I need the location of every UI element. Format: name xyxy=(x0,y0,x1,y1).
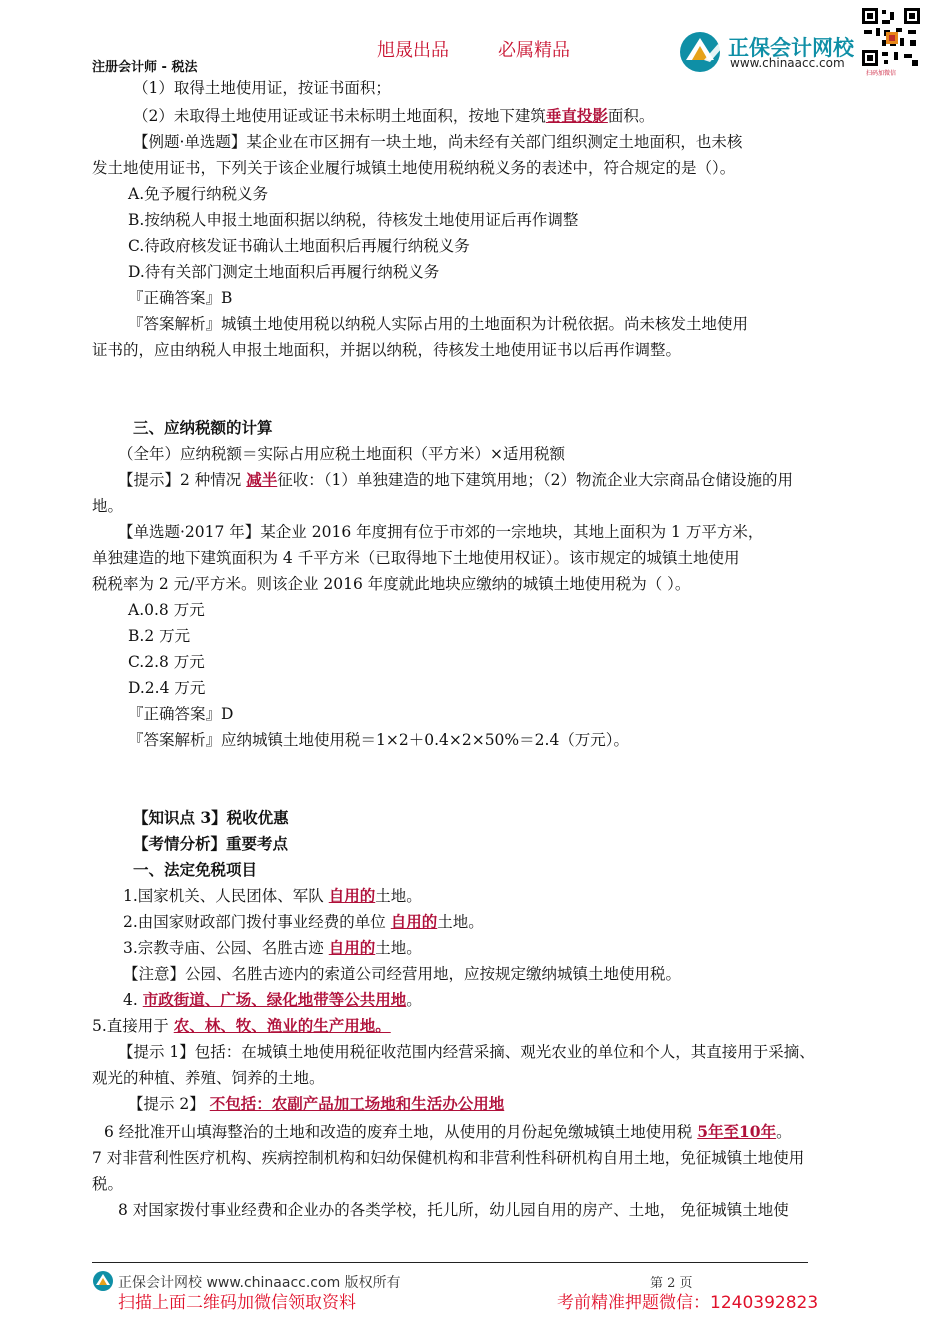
text-line: （2）未取得土地使用证或证书未标明土地面积，按地下建筑垂直投影面积。 xyxy=(133,106,655,125)
text-line: 税。 xyxy=(92,1175,124,1193)
qr-caption: 扫码加微信 xyxy=(866,70,897,77)
logo xyxy=(678,30,726,78)
text-line: 地。 xyxy=(92,497,124,515)
footer-logo xyxy=(92,1270,116,1296)
option-d: D.待有关部门测定土地面积后再履行纳税义务 xyxy=(128,263,440,281)
text-line: 发土地使用证书，下列关于该企业履行城镇土地使用税纳税义务的表述中，符合规定的是（）。 xyxy=(92,159,736,177)
answer-analysis: 『答案解析』城镇土地使用税以纳税人实际占用的土地面积为计税依据。尚未核发土地使用 xyxy=(128,315,749,333)
qr-code-icon xyxy=(860,6,922,68)
qr-code xyxy=(860,6,922,68)
option-c: C.待政府核发证书确认土地面积后再履行纳税义务 xyxy=(128,237,470,255)
text-line: 观光的种植、养殖、饲养的土地。 xyxy=(92,1069,325,1087)
tip-2: 【提示 2】 不包括：农副产品加工场地和生活办公用地 xyxy=(128,1094,505,1113)
tip-1: 【提示 1】包括：在城镇土地使用税征收范围内经营采摘、观光农业的单位和个人，其直接用于采摘、 xyxy=(118,1043,815,1061)
answer-analysis: 『答案解析』应纳城镇土地使用税＝1×2＋0.4×2×50%＝2.4（万元）。 xyxy=(128,731,630,749)
course-title: 注册会计师 - 税法 xyxy=(92,60,198,75)
knowledge-point-heading: 【知识点 3】税收优惠 xyxy=(133,808,289,827)
list-item: 1.国家机关、人民团体、军队 自用的土地。 xyxy=(123,886,422,905)
promo-right: 考前精准押题微信：1240392823 xyxy=(557,1293,819,1313)
page-number: 第 2 页 xyxy=(650,1276,693,1291)
option-c: C.2.8 万元 xyxy=(128,653,205,671)
text-line: 证书的，应由纳税人申报土地面积，并据以纳税，待核发土地使用证书以后再作调整。 xyxy=(92,341,682,359)
list-item: 4. 市政街道、广场、绿化地带等公共用地。 xyxy=(123,990,422,1009)
text-line: 单独建造的地下建筑面积为 4 千平方米（已取得地下土地使用权证）。该市规定的城镇土地使用 xyxy=(92,549,740,567)
text-line: （1）取得土地使用证，按证书面积； xyxy=(133,79,391,97)
logo-url: www.chinaacc.com xyxy=(730,56,845,70)
list-item: 5.直接用于 农、林、牧、渔业的生产用地。 xyxy=(92,1016,391,1035)
option-d: D.2.4 万元 xyxy=(128,679,206,697)
footer-divider xyxy=(92,1262,808,1263)
option-b: B.2 万元 xyxy=(128,627,191,645)
correct-answer: 『正确答案』B xyxy=(128,289,233,307)
text-line: 税税率为 2 元/平方米。则该企业 2016 年度就此地块应缴纳的城镇土地使用税为（ ）。 xyxy=(92,575,691,593)
note: 【注意】公园、名胜古迹内的索道公司经营用地，应按规定缴纳城镇土地使用税。 xyxy=(123,965,682,983)
example-question: 【例题·单选题】某企业在市区拥有一块土地，尚未经有关部门组织测定土地面积，也未核 xyxy=(133,133,743,151)
chinaacc-logo-icon xyxy=(678,30,726,74)
list-item: 8 对国家拨付事业经费和企业办的各类学校，托儿所，幼儿园自用的房产、土地， 免征城镇土地使 xyxy=(118,1201,789,1219)
list-item: 7 对非营利性医疗机构、疾病控制机构和妇幼保健机构和非营利性科研机构自用土地，免征城镇土地使用 xyxy=(92,1149,805,1167)
correct-answer: 『正确答案』D xyxy=(128,705,234,723)
promo-left: 扫描上面二维码加微信领取资料 xyxy=(118,1293,356,1313)
option-a: A.0.8 万元 xyxy=(128,601,205,619)
section-heading: 三、应纳税额的计算 xyxy=(133,418,273,437)
exam-analysis: 【考情分析】重要考点 xyxy=(133,834,289,853)
chinaacc-logo-icon xyxy=(92,1270,116,1292)
logo-name: 正保会计网校 xyxy=(728,36,854,60)
tip: 【提示】2 种情况 减半征收：（1）单独建造的地下建筑用地；（2）物流企业大宗商品仓储设施的用 xyxy=(118,470,793,489)
option-a: A.免予履行纳税义务 xyxy=(128,185,269,203)
list-item: 2.由国家财政部门拨付事业经费的单位 自用的土地。 xyxy=(123,912,484,931)
formula: （全年）应纳税额＝实际占用应税土地面积（平方米）×适用税额 xyxy=(118,445,565,463)
question-2017: 【单选题·2017 年】某企业 2016 年度拥有位于市郊的一宗地块，其地上面积为 1 万平方米， xyxy=(118,523,764,541)
option-b: B.按纳税人申报土地面积据以纳税，待核发土地使用证后再作调整 xyxy=(128,211,579,229)
section-heading: 一、法定免税项目 xyxy=(133,860,258,879)
list-item: 6 经批准开山填海整治的土地和改造的废弃土地，从使用的月份起免缴城镇土地使用税 5年至10年。 xyxy=(104,1122,792,1141)
header-slogan-right: 必属精品 xyxy=(498,40,570,61)
header-slogan-left: 旭晟出品 xyxy=(377,40,449,61)
list-item: 3.宗教寺庙、公园、名胜古迹 自用的土地。 xyxy=(123,938,422,957)
footer-copyright: 正保会计网校 www.chinaacc.com 版权所有 xyxy=(118,1275,401,1291)
